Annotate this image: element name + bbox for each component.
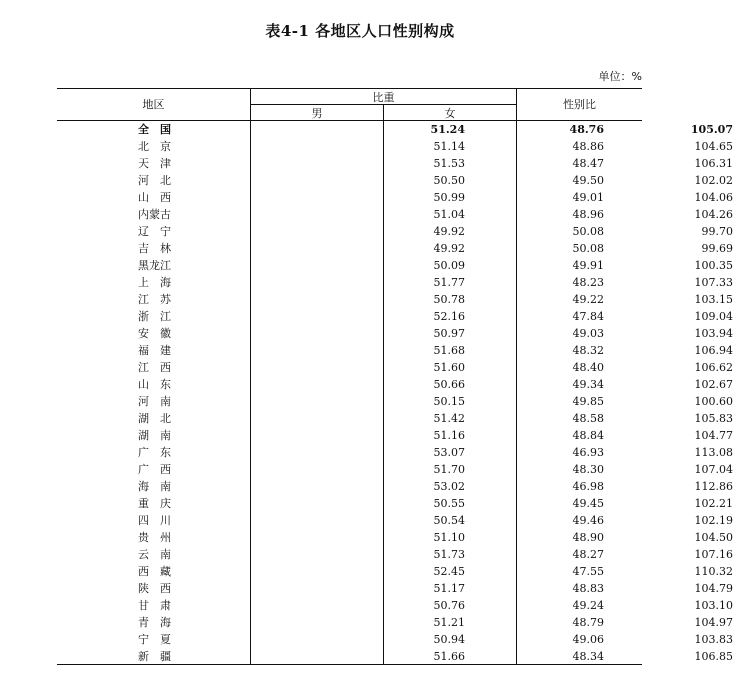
female-cell: 49.24 bbox=[572, 599, 604, 612]
region-name: 天 津 bbox=[138, 157, 171, 170]
male-cell: 51.70 bbox=[433, 463, 465, 476]
male-cell: 50.09 bbox=[433, 259, 465, 272]
region-cell bbox=[57, 121, 331, 138]
female-cell: 49.34 bbox=[572, 378, 604, 391]
region-cell bbox=[57, 342, 331, 359]
male-cell: 51.24 bbox=[430, 123, 465, 136]
table-row bbox=[57, 223, 736, 240]
region-cell bbox=[57, 257, 331, 274]
region-cell bbox=[57, 240, 331, 257]
female-cell: 49.91 bbox=[572, 259, 604, 272]
region-cell bbox=[57, 478, 331, 495]
region-cell bbox=[57, 291, 331, 308]
region-cell bbox=[57, 631, 331, 648]
female-cell: 48.58 bbox=[572, 412, 604, 425]
region-cell bbox=[57, 427, 331, 444]
female-cell: 48.32 bbox=[572, 344, 604, 357]
female-cell: 48.27 bbox=[572, 548, 604, 561]
region-cell bbox=[57, 529, 331, 546]
male-cell: 50.55 bbox=[433, 497, 465, 510]
male-cell: 51.14 bbox=[433, 140, 465, 153]
region-name: 湖 南 bbox=[138, 429, 171, 442]
table-row bbox=[57, 444, 736, 461]
sex-ratio-cell: 112.86 bbox=[694, 480, 733, 493]
sex-ratio-cell: 100.35 bbox=[694, 259, 733, 272]
male-cell: 50.76 bbox=[433, 599, 465, 612]
table-row bbox=[57, 376, 736, 393]
sex-ratio-cell: 103.15 bbox=[694, 293, 733, 306]
table-row bbox=[57, 257, 736, 274]
female-cell: 47.84 bbox=[572, 310, 604, 323]
region-name: 陕 西 bbox=[138, 582, 171, 595]
sex-ratio-cell: 100.60 bbox=[694, 395, 733, 408]
header-female: 女 bbox=[444, 107, 456, 120]
sex-ratio-cell: 104.79 bbox=[694, 582, 733, 595]
male-cell: 51.53 bbox=[433, 157, 465, 170]
female-cell: 48.76 bbox=[569, 123, 604, 136]
region-name: 上 海 bbox=[138, 276, 171, 289]
male-cell: 51.04 bbox=[433, 208, 465, 221]
table-row bbox=[57, 325, 736, 342]
male-cell: 53.07 bbox=[433, 446, 465, 459]
female-cell: 48.83 bbox=[572, 582, 604, 595]
table-row bbox=[57, 461, 736, 478]
table-row bbox=[57, 155, 736, 172]
region-cell bbox=[57, 155, 331, 172]
table-row bbox=[57, 512, 736, 529]
male-cell: 51.77 bbox=[433, 276, 465, 289]
sex-ratio-cell: 107.16 bbox=[694, 548, 733, 561]
male-cell: 51.21 bbox=[433, 616, 465, 629]
table-row bbox=[57, 393, 736, 410]
sex-ratio-cell: 105.07 bbox=[690, 123, 733, 136]
region-name: 福 建 bbox=[138, 344, 171, 357]
male-cell: 49.92 bbox=[433, 225, 465, 238]
female-cell: 49.01 bbox=[572, 191, 604, 204]
sex-ratio-cell: 107.33 bbox=[694, 276, 733, 289]
table-row bbox=[57, 189, 736, 206]
region-name: 山 东 bbox=[138, 378, 171, 391]
sex-ratio-cell: 104.77 bbox=[694, 429, 733, 442]
region-name: 河 南 bbox=[138, 395, 171, 408]
sex-ratio-cell: 99.70 bbox=[701, 225, 733, 238]
region-name: 北 京 bbox=[138, 140, 171, 153]
sex-ratio-cell: 104.06 bbox=[694, 191, 733, 204]
female-cell: 50.08 bbox=[572, 225, 604, 238]
table-row bbox=[57, 308, 736, 325]
table-row bbox=[57, 529, 736, 546]
region-cell bbox=[57, 410, 331, 427]
region-name: 江 西 bbox=[138, 361, 171, 374]
region-name: 吉 林 bbox=[138, 242, 171, 255]
table-row bbox=[57, 172, 736, 189]
male-cell: 51.10 bbox=[433, 531, 465, 544]
sex-ratio-cell: 102.21 bbox=[694, 497, 733, 510]
region-cell bbox=[57, 325, 331, 342]
region-name: 黑龙江 bbox=[138, 259, 171, 272]
region-cell bbox=[57, 189, 331, 206]
male-cell: 50.50 bbox=[433, 174, 465, 187]
region-cell bbox=[57, 444, 331, 461]
sex-ratio-cell: 104.97 bbox=[694, 616, 733, 629]
table-row bbox=[57, 410, 736, 427]
sex-ratio-cell: 103.83 bbox=[694, 633, 733, 646]
sex-ratio-cell: 99.69 bbox=[701, 242, 733, 255]
female-cell: 49.46 bbox=[572, 514, 604, 527]
table-row bbox=[57, 291, 736, 308]
unit-label: 单位：% bbox=[598, 70, 642, 83]
female-cell: 48.47 bbox=[572, 157, 604, 170]
region-cell bbox=[57, 172, 331, 189]
region-name: 宁 夏 bbox=[138, 633, 171, 646]
table-row bbox=[57, 427, 736, 444]
sex-ratio-cell: 113.08 bbox=[694, 446, 733, 459]
region-name: 江 苏 bbox=[138, 293, 171, 306]
table-row bbox=[57, 648, 736, 665]
sex-ratio-cell: 106.62 bbox=[694, 361, 733, 374]
female-cell: 49.22 bbox=[572, 293, 604, 306]
region-cell bbox=[57, 461, 331, 478]
table-row bbox=[57, 563, 736, 580]
table-row bbox=[57, 478, 736, 495]
sex-ratio-cell: 103.10 bbox=[694, 599, 733, 612]
male-cell: 51.66 bbox=[433, 650, 465, 663]
sex-ratio-cell: 102.02 bbox=[694, 174, 733, 187]
sex-ratio-cell: 106.31 bbox=[694, 157, 733, 170]
female-cell: 49.06 bbox=[572, 633, 604, 646]
region-cell bbox=[57, 563, 331, 580]
male-cell: 51.16 bbox=[433, 429, 465, 442]
male-cell: 50.66 bbox=[433, 378, 465, 391]
header-male: 男 bbox=[311, 107, 323, 120]
sex-ratio-cell: 104.65 bbox=[694, 140, 733, 153]
region-cell bbox=[57, 223, 331, 240]
male-cell: 52.45 bbox=[433, 565, 465, 578]
sex-ratio-cell: 102.19 bbox=[694, 514, 733, 527]
female-cell: 48.90 bbox=[572, 531, 604, 544]
female-cell: 48.86 bbox=[572, 140, 604, 153]
male-cell: 53.02 bbox=[433, 480, 465, 493]
region-name: 安 徽 bbox=[138, 327, 171, 340]
male-cell: 51.60 bbox=[433, 361, 465, 374]
region-cell bbox=[57, 376, 331, 393]
table-row bbox=[57, 274, 736, 291]
female-cell: 49.50 bbox=[572, 174, 604, 187]
table-row bbox=[57, 359, 736, 376]
region-name: 西 藏 bbox=[138, 565, 171, 578]
table-row bbox=[57, 342, 736, 359]
male-cell: 50.54 bbox=[433, 514, 465, 527]
table-row bbox=[57, 580, 736, 597]
region-cell bbox=[57, 648, 331, 665]
region-name: 广 东 bbox=[138, 446, 171, 459]
sex-ratio-cell: 106.85 bbox=[694, 650, 733, 663]
male-cell: 50.97 bbox=[433, 327, 465, 340]
region-name: 湖 北 bbox=[138, 412, 171, 425]
region-cell bbox=[57, 308, 331, 325]
female-cell: 49.03 bbox=[572, 327, 604, 340]
table-row bbox=[57, 631, 736, 648]
sex-ratio-cell: 102.67 bbox=[694, 378, 733, 391]
region-name: 甘 肃 bbox=[138, 599, 171, 612]
male-cell: 50.99 bbox=[433, 191, 465, 204]
table-row bbox=[57, 206, 736, 223]
table-row-national-total bbox=[57, 121, 736, 138]
sex-ratio-cell: 104.26 bbox=[694, 208, 733, 221]
female-cell: 49.85 bbox=[572, 395, 604, 408]
region-cell bbox=[57, 546, 331, 563]
region-name: 内蒙古 bbox=[138, 208, 171, 221]
female-cell: 48.34 bbox=[572, 650, 604, 663]
region-cell bbox=[57, 580, 331, 597]
region-name: 全 国 bbox=[138, 123, 171, 136]
region-name: 山 西 bbox=[138, 191, 171, 204]
region-name: 河 北 bbox=[138, 174, 171, 187]
female-cell: 50.08 bbox=[572, 242, 604, 255]
table-row bbox=[57, 240, 736, 257]
region-name: 贵 州 bbox=[138, 531, 171, 544]
page-title: 表4-1 各地区人口性别构成 bbox=[265, 22, 455, 40]
region-name: 辽 宁 bbox=[138, 225, 171, 238]
sex-ratio-cell: 110.32 bbox=[694, 565, 733, 578]
region-cell bbox=[57, 138, 331, 155]
female-cell: 48.96 bbox=[572, 208, 604, 221]
region-cell bbox=[57, 393, 331, 410]
male-cell: 50.78 bbox=[433, 293, 465, 306]
sex-ratio-cell: 107.04 bbox=[694, 463, 733, 476]
female-cell: 48.23 bbox=[572, 276, 604, 289]
region-name: 新 疆 bbox=[138, 650, 171, 663]
data-table bbox=[57, 121, 736, 665]
male-cell: 51.17 bbox=[433, 582, 465, 595]
header-proportion: 比重 bbox=[372, 91, 395, 104]
female-cell: 46.93 bbox=[572, 446, 604, 459]
table-row bbox=[57, 614, 736, 631]
male-cell: 51.68 bbox=[433, 344, 465, 357]
region-cell bbox=[57, 495, 331, 512]
table-row bbox=[57, 546, 736, 563]
sex-ratio-cell: 105.83 bbox=[694, 412, 733, 425]
male-cell: 50.94 bbox=[433, 633, 465, 646]
male-cell: 49.92 bbox=[433, 242, 465, 255]
male-cell: 50.15 bbox=[433, 395, 465, 408]
table-row bbox=[57, 138, 736, 155]
female-cell: 49.45 bbox=[572, 497, 604, 510]
sex-ratio-cell: 103.94 bbox=[694, 327, 733, 340]
region-name: 海 南 bbox=[138, 480, 171, 493]
header-region: 地区 bbox=[142, 98, 165, 111]
table-body bbox=[57, 121, 736, 665]
female-cell: 48.30 bbox=[572, 463, 604, 476]
region-name: 青 海 bbox=[138, 616, 171, 629]
region-cell bbox=[57, 274, 331, 291]
region-cell bbox=[57, 614, 331, 631]
region-name: 浙 江 bbox=[138, 310, 171, 323]
male-cell: 52.16 bbox=[433, 310, 465, 323]
table-row bbox=[57, 495, 736, 512]
region-cell bbox=[57, 512, 331, 529]
region-name: 云 南 bbox=[138, 548, 171, 561]
sex-ratio-cell: 109.04 bbox=[694, 310, 733, 323]
region-name: 四 川 bbox=[138, 514, 171, 527]
region-name: 广 西 bbox=[138, 463, 171, 476]
table-row bbox=[57, 597, 736, 614]
female-cell: 48.79 bbox=[572, 616, 604, 629]
male-cell: 51.73 bbox=[433, 548, 465, 561]
region-cell bbox=[57, 597, 331, 614]
sex-ratio-cell: 104.50 bbox=[694, 531, 733, 544]
header-sex-ratio: 性别比 bbox=[563, 98, 596, 111]
sex-ratio-cell: 106.94 bbox=[694, 344, 733, 357]
female-cell: 48.40 bbox=[572, 361, 604, 374]
region-name: 重 庆 bbox=[138, 497, 171, 510]
female-cell: 48.84 bbox=[572, 429, 604, 442]
female-cell: 46.98 bbox=[572, 480, 604, 493]
female-cell: 47.55 bbox=[572, 565, 604, 578]
region-cell bbox=[57, 359, 331, 376]
region-cell bbox=[57, 206, 331, 223]
male-cell: 51.42 bbox=[433, 412, 465, 425]
